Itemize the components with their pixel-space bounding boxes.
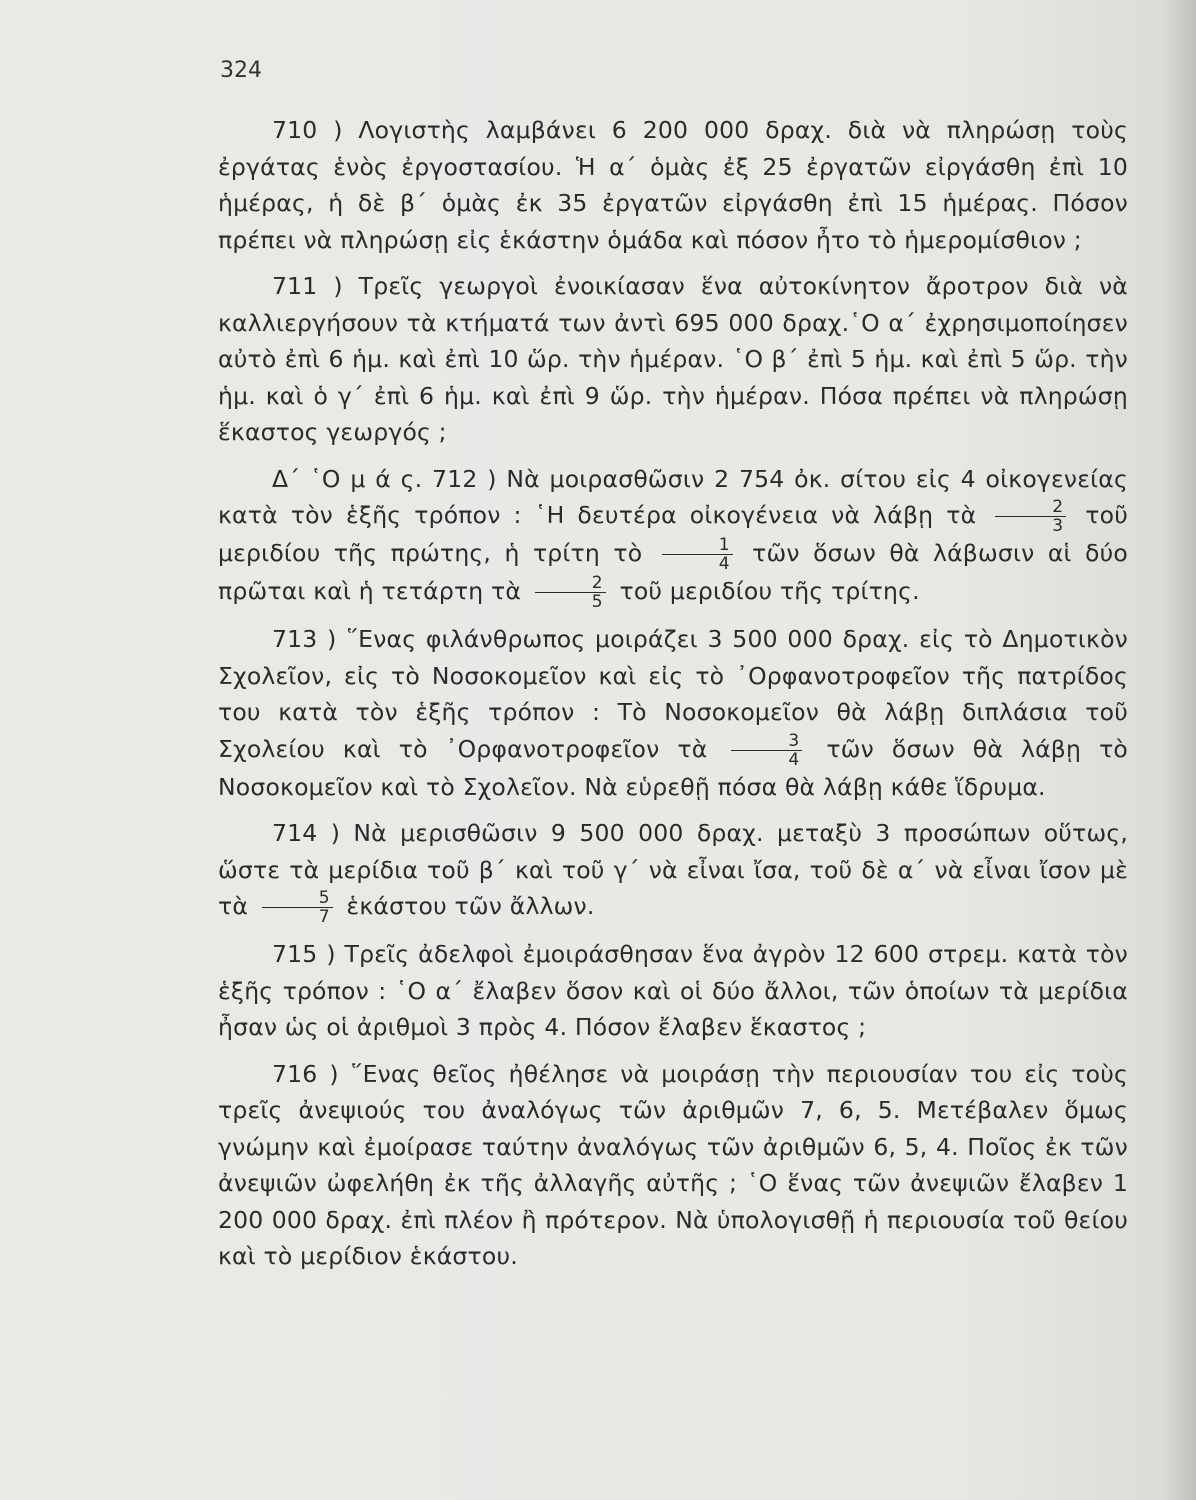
fraction-denominator: 5	[591, 592, 603, 612]
problem-712-text-2: τοῦ μεριδίου τῆς πρώτης, ἡ τρίτη τὸ	[218, 501, 1128, 567]
fraction-numerator: 1	[662, 536, 733, 555]
fraction-1-4	[662, 536, 733, 573]
problem-713-text-2: τῶν ὅσων θὰ λάβῃ τὸ Νοσοκομεῖον καὶ τὸ Σχολεῖον. Νὰ εὑρεθῇ πόσα θὰ λάβῃ κάθε ἵδρυμα.	[218, 734, 1128, 801]
fraction-denominator: 3	[1052, 516, 1064, 536]
fraction-numerator: 2	[995, 498, 1066, 517]
fraction-2-5	[535, 574, 606, 611]
fraction-numerator: 5	[262, 889, 333, 908]
problem-714-text-2: ἑκάστου τῶν ἄλλων.	[346, 892, 595, 920]
problem-712-text-3: τῶν ὅσων θὰ λάβωσιν αἱ δύο πρῶται καὶ ἡ τετάρτη τὰ	[218, 539, 1129, 605]
problem-712-text-1: Δ΄ ῾Ο μ ά ς. 712 ) Νὰ μοιρασθῶσιν 2 754 ὀκ. σίτου εἰς 4 οἰκογενείας κατὰ τὸν ἑξῆς τρόπον : ῾Η δευτέρα οἰκογένεια νὰ λάβῃ τὰ	[218, 464, 1128, 529]
problem-710: 710 ) Λογιστὴς λαμβάνει 6 200 000 δραχ. διὰ νὰ πληρώσῃ τοὺς ἐργάτας ἑνὸς ἐργοστασίου. Ἡ α΄ ὁμὰς ἐξ 25 ἐργατῶν εἰργάσθη ἐπὶ 10 ἡμέρας, ἡ δὲ β΄ ὁμὰς ἐκ 35 ἐργατῶν εἰργάσθη ἐπὶ 15 ἡμέρας. Πόσον πρέπει νὰ πληρώσῃ εἰς ἑκάστην ὁμάδα καὶ πόσον ἦτο τὸ ἡμερομίσθιον ;	[218, 116, 1128, 254]
fraction-denominator: 7	[318, 907, 330, 927]
page-content	[218, 112, 1128, 1285]
fraction-3-4	[731, 732, 802, 769]
problem-712	[218, 461, 1128, 612]
fraction-numerator: 2	[535, 574, 606, 593]
problem-716: 716 ) ῞Ενας θεῖος ἠθέλησε νὰ μοιράσῃ τὴν περιουσίαν του εἰς τοὺς τρεῖς ἀνεψιούς του ἀναλόγως τῶν ἀριθμῶν 7, 6, 5. Μετέβαλεν ὅμως γνώμην καὶ ἐμοίρασε ταύτην ἀναλόγως τῶν ἀριθμῶν 6, 5, 4. Ποῖος ἐκ τῶν ἀνεψιῶν ὠφελήθη ἐκ τῆς ἀλλαγῆς αὐτῆς ; ῾Ο ἕνας τῶν ἀνεψιῶν ἔλαβεν 1 200 000 δραχ. ἐπὶ πλέον ἢ πρότερον. Νὰ ὑπολογισθῇ ἡ περιουσία τοῦ θείου καὶ τὸ μερίδιον ἑκάστου.	[218, 1059, 1128, 1270]
fraction-numerator: 3	[731, 732, 802, 751]
problem-712-text-4: τοῦ μεριδίου τῆς τρίτης.	[619, 577, 920, 605]
page-number: 324	[220, 58, 262, 83]
fraction-2-3	[995, 498, 1066, 535]
problem-714	[218, 815, 1128, 926]
fraction-denominator: 4	[718, 554, 730, 574]
page-edge-shadow	[1166, 0, 1196, 1500]
fraction-5-7	[262, 889, 333, 926]
problem-713-text-1: 713 ) ῞Ενας φιλάνθρωπος μοιράζει 3 500 000 δραχ. εἰς τὸ Δημοτικὸν Σχολεῖον, εἰς τὸ Νοσοκομεῖον καὶ εἰς τὸ ᾿Ορφανοτροφεῖον τῆς πατρίδος του κατὰ τὸν ἑξῆς τρόπον : Τὸ Νοσοκομεῖον θὰ λάβῃ διπλάσια τοῦ Σχολείου καὶ τὸ ᾿Ορφανοτροφεῖον τὰ	[218, 625, 1128, 763]
fraction-denominator: 4	[788, 749, 800, 770]
problem-715: 715 ) Τρεῖς ἀδελφοὶ ἐμοιράσθησαν ἕνα ἀγρὸν 12 600 στρεμ. κατὰ τὸν ἑξῆς τρόπον : ῾Ο α΄ ἔλαβεν ὅσον καὶ οἱ δύο ἄλλοι, τῶν ὁποίων τὰ μερίδια ἦσαν ὡς οἱ ἀριθμοὶ 3 πρὸς 4. Πόσον ἔλαβεν ἕκαστος ;	[218, 940, 1128, 1041]
problem-713	[218, 621, 1128, 805]
problem-714-text-1: 714 ) Νὰ μερισθῶσιν 9 500 000 δραχ. μεταξὺ 3 προσώπων οὕτως, ὥστε τὰ μερίδια τοῦ β΄ καὶ τοῦ γ΄ νὰ εἶναι ἴσα, τοῦ δὲ α΄ νὰ εἶναι ἴσον μὲ τὰ	[218, 819, 1128, 920]
problem-711: 711 ) Τρεῖς γεωργοὶ ἐνοικίασαν ἕνα αὐτοκίνητον ἄροτρον διὰ νὰ καλλιεργήσουν τὰ κτήματά των ἀντὶ 695 000 δραχ.῾Ο α΄ ἐχρησιμοποίησεν αὐτὸ ἐπὶ 6 ἡμ. καὶ ἐπὶ 10 ὥρ. τὴν ἡμέραν. ῾Ο β΄ ἐπὶ 5 ἡμ. καὶ ἐπὶ 5 ὥρ. τὴν ἡμ. καὶ ὁ γ΄ ἐπὶ 6 ἡμ. καὶ ἐπὶ 9 ὥρ. τὴν ἡμέραν. Πόσα πρέπει νὰ πληρώσῃ ἕκαστος γεωργός ;	[218, 272, 1128, 446]
